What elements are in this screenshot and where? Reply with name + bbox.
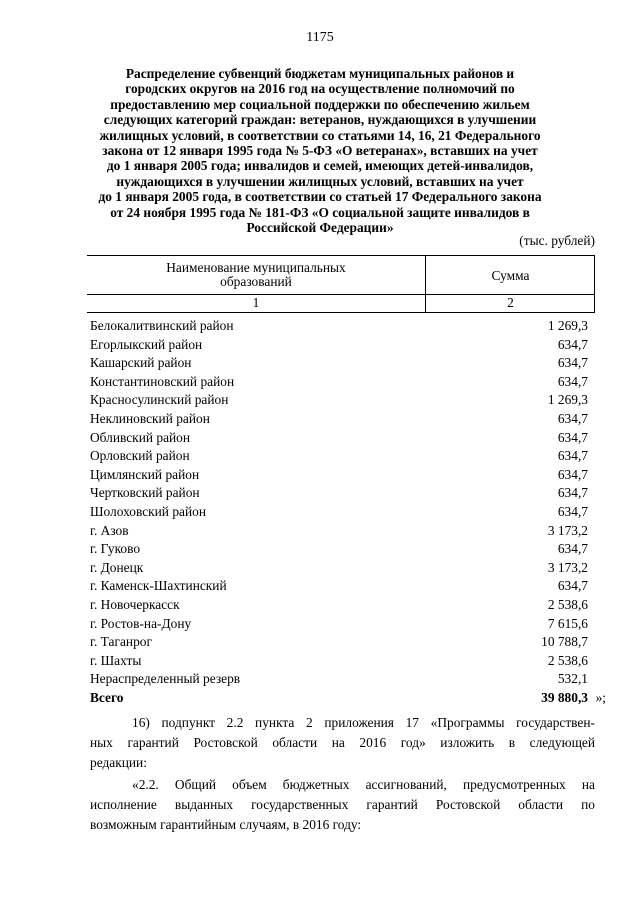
title-line: до 1 января 2005 года; инвалидов и семей, имеющих детей-инвалидов, (106, 158, 534, 174)
row-value: 634,7 (557, 503, 588, 519)
row-value: 10 788,7 (541, 634, 588, 650)
title-line: следующих категорий граждан: ветеранов, нуждающихся в улучшении (103, 112, 537, 128)
column-header-name-line2: образований (220, 274, 292, 289)
row-name: г. Азов (90, 522, 129, 538)
row-value: 634,7 (557, 336, 588, 352)
quoted-paragraph (90, 775, 595, 835)
total-label: Всего (90, 689, 124, 705)
title-line: городских округов на 2016 год на осуществление полномочий по (125, 81, 515, 97)
row-value: 634,7 (557, 410, 588, 426)
title-line: Распределение субвенций бюджетам муниципальных районов и (125, 66, 515, 81)
row-value: 3 173,2 (547, 522, 588, 538)
row-value: 634,7 (557, 429, 588, 445)
row-name: г. Донецк (90, 559, 144, 575)
table-total-row (90, 689, 606, 708)
row-name: Цимлянский район (90, 466, 200, 482)
column-header-name-line1: Наименование муниципальных (166, 260, 346, 275)
table-row (90, 577, 588, 596)
table-row (90, 373, 588, 392)
table-row (90, 317, 588, 336)
row-value: 1 269,3 (547, 318, 588, 333)
column-number-1: 1 (252, 295, 260, 310)
table-row (90, 652, 588, 671)
table-row (90, 429, 588, 448)
title-line: Российской Федерации» (246, 220, 394, 236)
document-title (78, 66, 562, 235)
table-row (90, 670, 588, 689)
row-value: 1 269,3 (547, 392, 588, 408)
row-value: 2 538,6 (547, 596, 588, 612)
table-row (90, 522, 588, 541)
table-row (90, 354, 588, 373)
table-row (90, 391, 588, 410)
page-number: 1175 (306, 30, 334, 45)
row-name: г. Ростов-на-Дону (90, 615, 192, 631)
closing-quote: »; (595, 689, 606, 705)
row-name: г. Шахты (90, 652, 142, 668)
table-header (87, 255, 595, 313)
row-name: г. Таганрог (90, 634, 152, 650)
row-name: Неклиновский район (90, 410, 210, 426)
table-row (90, 615, 588, 634)
table-row (90, 484, 588, 503)
row-value: 634,7 (557, 541, 588, 557)
row-name: Орловский район (90, 448, 190, 464)
column-number-2: 2 (507, 295, 514, 310)
row-value: 634,7 (557, 578, 588, 594)
row-name: Шолоховский район (90, 503, 206, 519)
row-name: Красносулинский район (90, 392, 229, 408)
row-value: 532,1 (557, 671, 588, 687)
table-row (90, 633, 588, 652)
row-value: 2 538,6 (547, 652, 588, 668)
paragraph-line: ных гарантий Ростовской области на 2016 год» изложить в следующей (90, 735, 595, 750)
paragraph-line: редакции: (90, 755, 147, 770)
row-name: Белокалитвинский район (90, 318, 234, 333)
total-value: 39 880,3 (541, 689, 588, 705)
table-row (90, 466, 588, 485)
table-row (90, 336, 588, 355)
table-row (90, 447, 588, 466)
row-name: Егорлыкский район (90, 336, 203, 352)
row-value: 634,7 (557, 373, 588, 389)
paragraph-line: «2.2. Общий объем бюджетных ассигнований, предусмотренных на (132, 777, 595, 792)
row-name: Константиновский район (90, 373, 235, 389)
table-row (90, 410, 588, 429)
row-value: 634,7 (557, 448, 588, 464)
table-row (90, 559, 588, 578)
row-name: г. Гуково (90, 541, 141, 557)
title-line: до 1 января 2005 года, в соответствии со статьей 17 Федерального закона (98, 189, 542, 205)
row-value: 7 615,6 (547, 615, 588, 631)
table-row (90, 503, 588, 522)
title-line: нуждающихся в улучшении жилищных условий, вставших на учет (116, 173, 524, 189)
row-value: 634,7 (557, 485, 588, 501)
row-name: Обливский район (90, 429, 191, 445)
row-name: г. Новочеркасск (90, 596, 180, 612)
table-row (90, 540, 588, 559)
row-value: 634,7 (557, 466, 588, 482)
row-value: 634,7 (557, 355, 588, 371)
column-header-sum: Сумма (491, 268, 530, 283)
row-value: 3 173,2 (547, 559, 588, 575)
units-label: (тыс. рублей) (519, 233, 595, 248)
title-line: жилищных условий, в соответствии со статьями 14, 16, 21 Федерального (99, 127, 541, 143)
row-name: г. Каменск-Шахтинский (90, 578, 227, 594)
table-row (90, 596, 588, 615)
title-line: закона от 12 января 1995 года № 5-ФЗ «О ветеранах», вставших на учет (102, 143, 538, 159)
title-line: предоставлению мер социальной поддержки по обеспечению жильем (110, 96, 530, 112)
column-header-name (87, 261, 425, 289)
paragraph-line: 16) подпункт 2.2 пункта 2 приложения 17 «Программы государствен- (132, 715, 595, 730)
amendment-paragraph (90, 713, 595, 773)
table-body (90, 317, 606, 707)
row-name: Кашарский район (90, 355, 192, 371)
paragraph-line: возможным гарантийным случаям, в 2016 году: (90, 817, 362, 832)
row-name: Нераспределенный резерв (90, 671, 241, 687)
row-name: Чертковский район (90, 485, 200, 501)
paragraph-line: исполнение выданных государственных гарантий Ростовской области по (90, 797, 595, 812)
title-line: от 24 ноября 1995 года № 181-ФЗ «О социальной защите инвалидов в (110, 204, 530, 220)
